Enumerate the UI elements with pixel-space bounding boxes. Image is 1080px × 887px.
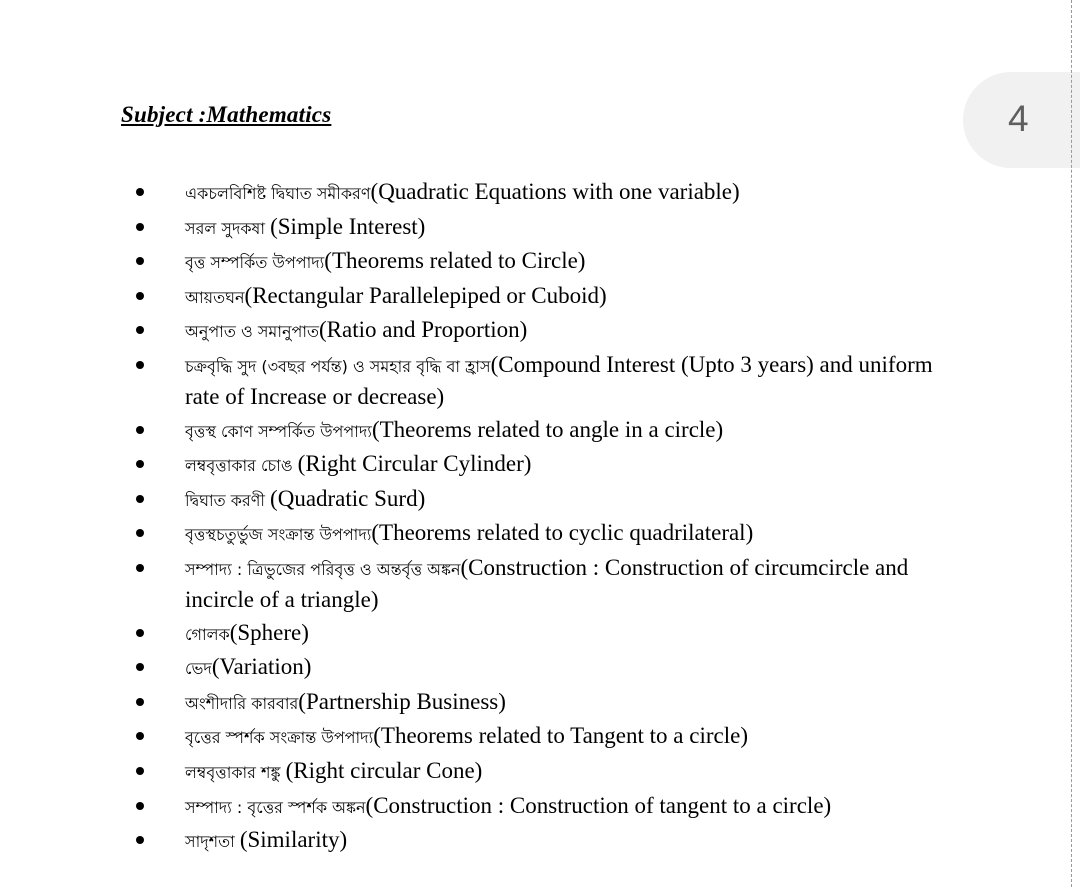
bullet-icon bbox=[136, 663, 144, 671]
bullet-icon bbox=[136, 732, 144, 740]
topic-item bbox=[132, 449, 962, 481]
topic-bengali-text: অংশীদারি কারবার bbox=[185, 693, 299, 713]
topic-item bbox=[132, 618, 962, 650]
topic-item bbox=[132, 721, 962, 753]
topic-english-text: (Theorems related to angle in a circle) bbox=[371, 416, 724, 442]
topic-english-text: (Similarity) bbox=[239, 827, 348, 853]
page-edge-line bbox=[1071, 0, 1072, 887]
topic-english-text: (Quadratic Equations with one variable) bbox=[370, 179, 740, 204]
bullet-icon bbox=[136, 188, 144, 196]
bullet-icon bbox=[136, 495, 144, 503]
topic-english-text: (Theorems related to cyclic quadrilateral) bbox=[371, 520, 754, 546]
topic-bengali-text: ভেদ bbox=[185, 659, 212, 679]
page-number: 4 bbox=[1008, 98, 1029, 139]
topic-list bbox=[132, 177, 962, 860]
bullet-icon bbox=[136, 836, 144, 844]
topic-item bbox=[132, 825, 962, 857]
topic-item bbox=[132, 246, 962, 278]
bullet-icon bbox=[136, 529, 144, 537]
topic-english-text: (Compound Interest (Upto 3 years) and uniform rate of Increase or decrease) bbox=[185, 351, 933, 409]
bullet-icon bbox=[136, 361, 144, 369]
topic-bengali-text: আয়তঘন bbox=[185, 287, 245, 307]
topic-item bbox=[132, 518, 962, 550]
bullet-icon bbox=[136, 564, 144, 572]
subject-heading: Subject :Mathematics bbox=[121, 102, 332, 127]
topic-english-text: (Right Circular Cylinder) bbox=[297, 451, 532, 477]
topic-bengali-text: বৃত্তস্থচতুর্ভুজ সংক্রান্ত উপপাদ্য bbox=[185, 525, 372, 545]
topic-item bbox=[132, 484, 962, 516]
bullet-icon bbox=[136, 629, 144, 637]
topic-bengali-text: সাদৃশতা bbox=[185, 832, 240, 852]
topic-english-text: (Theorems related to Circle) bbox=[324, 248, 586, 274]
topic-bengali-text: সম্পাদ্য : বৃত্তের স্পর্শক অঙ্কন bbox=[185, 797, 366, 817]
topic-english-text: (Variation) bbox=[211, 654, 312, 680]
topic-english-text: (Sphere) bbox=[229, 619, 309, 645]
topic-english-text: (Ratio and Proportion) bbox=[319, 317, 528, 343]
bullet-icon bbox=[136, 460, 144, 468]
topic-english-text: (Right circular Cone) bbox=[285, 757, 483, 783]
bullet-icon bbox=[136, 223, 144, 231]
topic-english-text: (Construction : Construction of circumcircle and incircle of a triangle) bbox=[185, 554, 909, 612]
topic-bengali-text: সরল সুদকষা bbox=[185, 218, 271, 238]
topic-english-text: (Quadratic Surd) bbox=[270, 485, 426, 511]
bullet-icon bbox=[136, 802, 144, 810]
topic-english-text: (Rectangular Parallelepiped or Cuboid) bbox=[244, 282, 607, 308]
topic-item bbox=[132, 687, 962, 719]
topic-bengali-text: গোলক bbox=[185, 624, 230, 644]
bullet-icon bbox=[136, 292, 144, 300]
bullet-icon bbox=[136, 767, 144, 775]
topic-english-text: (Construction : Construction of tangent to a circle) bbox=[365, 792, 832, 818]
topic-item bbox=[132, 281, 962, 313]
bullet-icon bbox=[136, 326, 144, 334]
bullet-icon bbox=[136, 257, 144, 265]
topic-item bbox=[132, 652, 962, 684]
bullet-icon bbox=[136, 426, 144, 434]
topic-item bbox=[132, 212, 962, 244]
bullet-icon bbox=[136, 698, 144, 706]
topic-bengali-text: বৃত্ত সম্পর্কিত উপপাদ্য bbox=[185, 253, 325, 273]
topic-item bbox=[132, 350, 962, 412]
topic-bengali-text: বৃত্তস্থ কোণ সম্পর্কিত উপপাদ্য bbox=[185, 421, 372, 441]
topic-item bbox=[132, 415, 962, 447]
topic-english-text: (Partnership Business) bbox=[298, 688, 506, 714]
topic-bengali-text: চক্রবৃদ্ধি সুদ (৩বছর পর্যন্ত) ও সমহার বৃদ্ধি বা হ্রাস bbox=[185, 356, 491, 376]
topic-bengali-text: অনুপাত ও সমানুপাত bbox=[185, 322, 320, 342]
topic-item bbox=[132, 756, 962, 788]
topic-bengali-text: একচলবিশিষ্ট দ্বিঘাত সমীকরণ bbox=[185, 184, 371, 203]
topic-english-text: (Theorems related to Tangent to a circle) bbox=[373, 723, 748, 749]
topic-item bbox=[132, 553, 962, 615]
topic-bengali-text: লম্ববৃত্তাকার চোঙ bbox=[185, 456, 298, 476]
topic-item bbox=[132, 177, 962, 209]
topic-english-text: (Simple Interest) bbox=[270, 213, 426, 239]
topic-bengali-text: দ্বিঘাত করণী bbox=[185, 490, 271, 510]
topic-bengali-text: সম্পাদ্য : ত্রিভুজের পরিবৃত্ত ও অন্তর্বৃত্ত অঙ্কন bbox=[185, 559, 461, 579]
topic-item bbox=[132, 791, 962, 823]
topic-bengali-text: লম্ববৃত্তাকার শঙ্কু bbox=[185, 762, 286, 782]
topic-item bbox=[132, 315, 962, 347]
topic-bengali-text: বৃত্তের স্পর্শক সংক্রান্ত উপপাদ্য bbox=[185, 728, 374, 748]
